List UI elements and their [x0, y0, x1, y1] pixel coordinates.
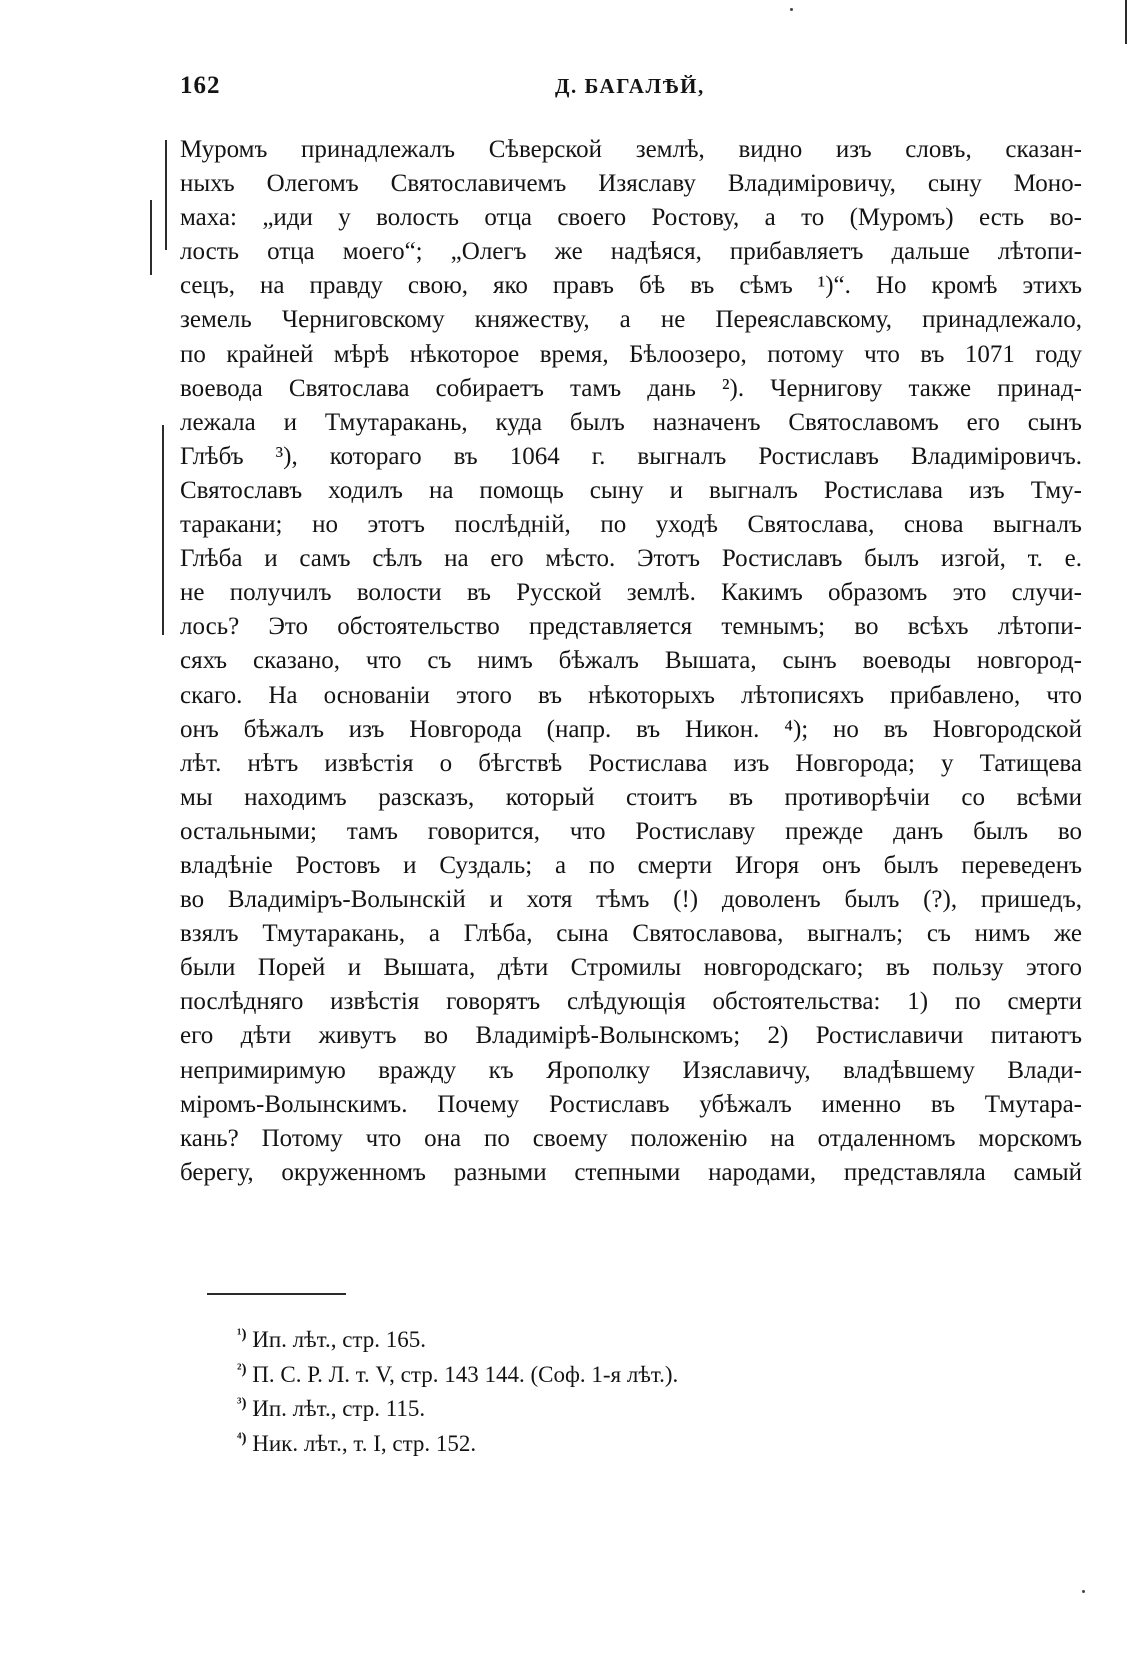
text-line: по крайней мѣрѣ нѣкоторое время, Бѣлоозеро, потому что въ 1071 году	[180, 340, 1082, 368]
footnote-mark: ⁴)	[237, 1429, 247, 1446]
text-line: Святославъ ходилъ на помощь сыну и выгналъ Ростислава изъ Тму-	[180, 476, 1082, 504]
margin-mark-upper	[165, 140, 167, 250]
text-line: лѣт. нѣтъ извѣстія о бѣгствѣ Ростислава изъ Новгорода; у Татищева	[180, 749, 1082, 777]
text-line: Муромъ принадлежалъ Сѣверской землѣ, видно изъ словъ, сказан-	[180, 136, 1082, 163]
speck	[1082, 1590, 1085, 1593]
text-line: остальными; тамъ говорится, что Ростиславу прежде данъ былъ во	[180, 817, 1082, 845]
footnote	[237, 1358, 937, 1393]
running-head: Д. БАГАЛѢЙ,	[555, 74, 705, 98]
footnote-mark: ²)	[237, 1360, 247, 1377]
text-line: скаго. На основаніи этого въ нѣкоторыхъ лѣтописяхъ прибавлено, что	[180, 681, 1082, 709]
footnote	[237, 1323, 937, 1358]
text-line: были Порей и Вышата, дѣти Стромилы новгородскаго; въ пользу этого	[180, 954, 1082, 982]
speck	[790, 8, 793, 11]
page-number: 162	[180, 72, 221, 99]
text-line: владѣніе Ростовъ и Суздаль; а по смерти Игоря онъ былъ переведенъ	[180, 851, 1082, 879]
text-line: Глѣбъ ³), котораго въ 1064 г. выгналъ Ростиславъ Владиміровичъ.	[180, 442, 1082, 470]
text-line: его дѣти живутъ во Владимірѣ-Волынскомъ; 2) Ростиславичи питаютъ	[180, 1022, 1082, 1050]
footnotes	[237, 1323, 937, 1461]
text-line: непримиримую вражду къ Ярополку Изяславичу, владѣвшему Влади-	[180, 1056, 1082, 1084]
footnote-text: Ип. лѣт., стр. 115.	[252, 1396, 426, 1421]
text-line: не получилъ волости въ Русской землѣ. Какимъ образомъ это случи-	[180, 579, 1082, 607]
footnote-mark: ³)	[237, 1395, 247, 1412]
text-line: послѣдняго извѣстія говорятъ слѣдующія обстоятельства: 1) по смерти	[180, 988, 1082, 1016]
text-line: Глѣба и самъ сѣлъ на его мѣсто. Этотъ Ростиславъ былъ изгой, т. е.	[180, 545, 1082, 573]
footnote-text: П. С. Р. Л. т. V, стр. 143 144. (Соф. 1-я лѣт.).	[252, 1361, 679, 1387]
text-line: маха: „иди у волость отца своего Ростову, а то (Муромъ) есть во-	[180, 204, 1082, 232]
footnote	[237, 1427, 937, 1462]
text-line: онъ бѣжалъ изъ Новгорода (напр. въ Никон. ⁴); но въ Новгородской	[180, 715, 1082, 743]
footnote-rule	[207, 1293, 346, 1295]
body-text	[180, 133, 1082, 1190]
text-line: воевода Святослава собираетъ тамъ дань ²). Чернигову также принад-	[180, 374, 1082, 402]
footnote	[237, 1392, 937, 1427]
text-line: міромъ-Волынскимъ. Почему Ростиславъ убѣжалъ именно въ Тмутара-	[180, 1090, 1082, 1118]
text-line: во Владиміръ-Волынскій и хотя тѣмъ (!) доволенъ былъ (?), пришедъ,	[180, 886, 1082, 914]
text-line: берегу, окруженномъ разными степными народами, представляла самый	[180, 1158, 1082, 1186]
text-line: взялъ Тмутаракань, а Глѣба, сына Святославова, выгналъ; съ нимъ же	[180, 920, 1082, 948]
text-line: лось? Это обстоятельство представляется темнымъ; во всѣхъ лѣтопи-	[180, 613, 1082, 641]
text-line: сяхъ сказано, что съ нимъ бѣжалъ Вышата, сынъ воеводы новгород-	[180, 647, 1082, 675]
page-edge-line	[1125, 0, 1127, 44]
page-header	[180, 72, 1080, 112]
text-line: мы находимъ разсказъ, который стоитъ въ противорѣчіи со всѣми	[180, 783, 1082, 811]
text-line: кань? Потому что она по своему положенію на отдаленномъ морскомъ	[180, 1124, 1082, 1152]
footnote-text: Ип. лѣт., стр. 165.	[252, 1327, 426, 1352]
text-line: сецъ, на правду свою, яко правъ бѣ въ сѣмъ ¹)“. Но кромѣ этихъ	[180, 272, 1082, 300]
footnote-mark: ¹)	[237, 1326, 247, 1343]
margin-mark-middle	[162, 425, 164, 635]
text-line: лежала и Тмутаракань, куда былъ назначенъ Святославомъ его сынъ	[180, 408, 1082, 436]
margin-mark-upper-tail	[150, 200, 152, 275]
text-line: ныхъ Олегомъ Святославичемъ Изяславу Владиміровичу, сыну Моно-	[180, 170, 1082, 198]
text-line: таракани; но этотъ послѣдній, по уходѣ Святослава, снова выгналъ	[180, 511, 1082, 539]
text-line: земель Черниговскому княжеству, а не Переяславскому, принадлежало,	[180, 306, 1082, 334]
footnote-text: Ник. лѣт., т. I, стр. 152.	[252, 1430, 477, 1456]
text-line: лость отца моего“; „Олегъ же надѣяся, прибавляетъ дальше лѣтопи-	[180, 238, 1082, 266]
